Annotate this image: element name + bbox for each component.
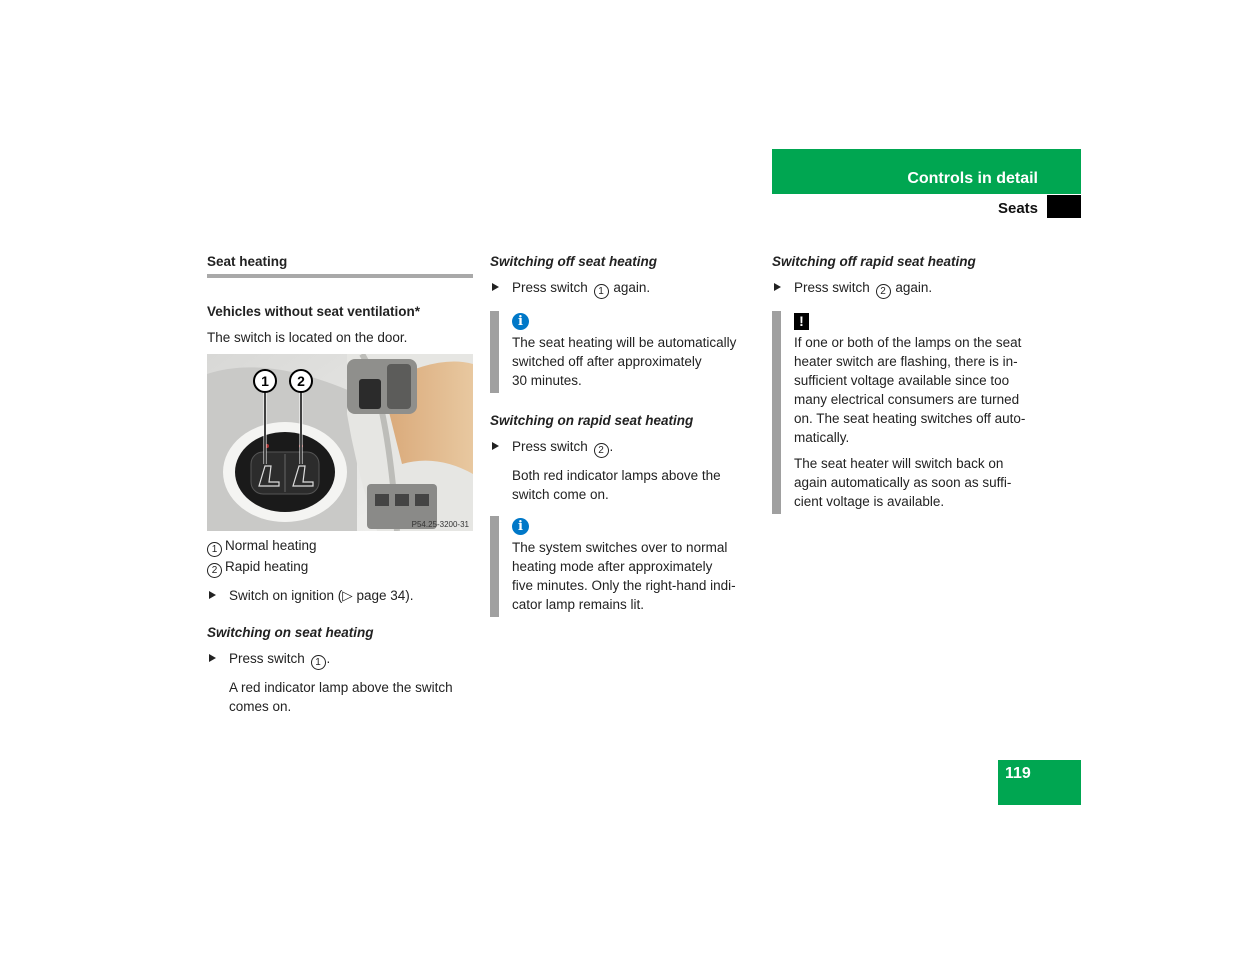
section-label: Seats — [997, 200, 1038, 217]
legend-item: 2 Rapid heating — [207, 557, 473, 578]
result-text: A red indicator lamp above the switch comes on. — [229, 680, 453, 714]
number-circle: 2 — [594, 443, 609, 458]
info-note: i The seat heating will be automatically switched off after approximately 30 minutes. — [490, 311, 755, 393]
callout-1: 1 — [261, 373, 269, 389]
step-press-switch: Press switch 2 again. — [772, 278, 1042, 299]
door-switch-illustration — [207, 354, 473, 531]
number-circle: 2 — [876, 284, 891, 299]
result-text: Both red indicator lamps above the switch come on. — [512, 468, 721, 502]
rapid-on-heading: Switching on rapid seat heating — [490, 413, 694, 428]
switch-on-heading: Switching on seat heating — [207, 625, 374, 640]
column-3 — [772, 252, 1042, 514]
step-ignition: Switch on ignition (▷ page 34). — [207, 586, 473, 605]
bullet-arrow-icon — [774, 283, 781, 291]
intro-text: The switch is located on the door. — [207, 330, 408, 345]
column-2 — [490, 252, 755, 617]
photo-code: P54.25-3200-31 — [411, 520, 469, 529]
number-circle: 1 — [311, 655, 326, 670]
step-press-switch: Press switch 1 . — [207, 649, 473, 670]
column-1 — [207, 252, 473, 716]
subsection-heading: Vehicles without seat ventilation* — [207, 304, 421, 319]
warning-note: ! If one or both of the lamps on the seat heater switch are flashing, there is in- sufficient voltage available since too many electrical consumers are turned on. The seat heating switches off auto- matically. The seat heater will switch back on again automatically as soon as suffi- cient voltage is available. — [772, 311, 1042, 514]
step-press-switch: Press switch 2 . — [490, 437, 755, 458]
chapter-title: Controls in detail — [907, 170, 1038, 187]
bullet-arrow-icon — [492, 283, 499, 291]
bullet-arrow-icon — [209, 591, 216, 599]
number-circle: 1 — [207, 542, 222, 557]
callout-2: 2 — [297, 373, 305, 389]
page-number: 119 — [1005, 765, 1031, 782]
bullet-arrow-icon — [209, 654, 216, 662]
legend-item: 1 Normal heating — [207, 536, 473, 557]
info-note: i The system switches over to normal heating mode after approximately five minutes. Only the right-hand indi- cator lamp remains lit. — [490, 516, 755, 617]
number-circle: 1 — [594, 284, 609, 299]
number-circle: 2 — [207, 563, 222, 578]
switch-off-heading: Switching off seat heating — [490, 254, 658, 269]
section-heading: Seat heating — [207, 252, 473, 278]
bullet-arrow-icon — [492, 442, 499, 450]
section-marker — [1047, 195, 1081, 218]
info-icon: i — [512, 518, 529, 535]
door-switch-photo — [207, 354, 473, 531]
info-icon: i — [512, 313, 529, 330]
warning-icon: ! — [794, 313, 809, 330]
step-press-switch: Press switch 1 again. — [490, 278, 755, 299]
rapid-off-heading: Switching off rapid seat heating — [772, 254, 976, 269]
